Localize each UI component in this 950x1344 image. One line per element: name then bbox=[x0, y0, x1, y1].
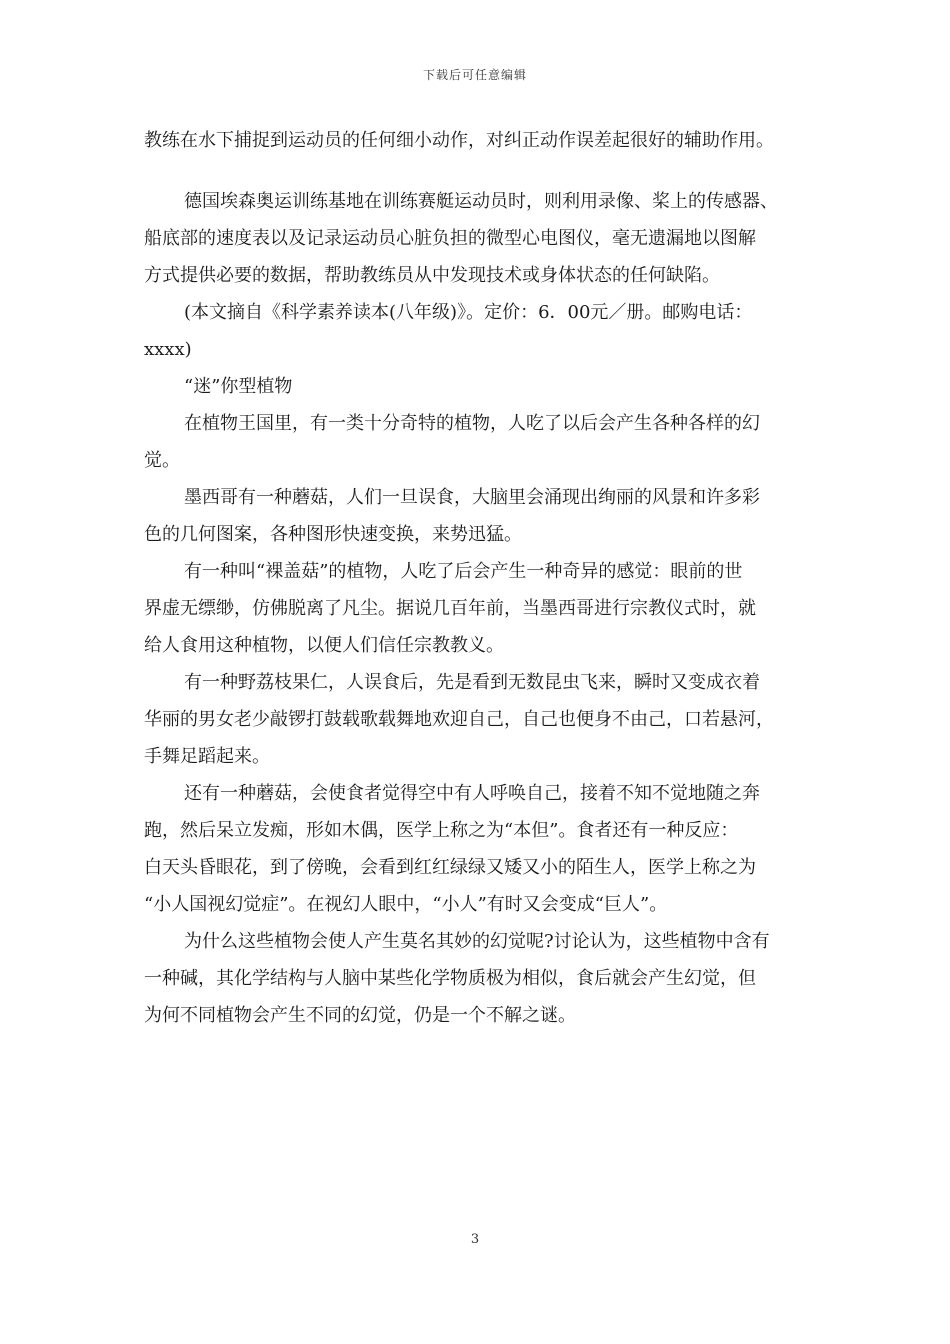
text-line: 德国埃森奥运训练基地在训练赛艇运动员时，则利用录像、桨上的传感器、 bbox=[184, 191, 778, 212]
text-line: “小人国视幻觉症”。在视幻人眼中，“小人”有时又会变成“巨人”。 bbox=[144, 894, 668, 915]
text-line: 觉。 bbox=[144, 450, 180, 471]
paragraph bbox=[144, 553, 824, 664]
paragraph bbox=[144, 664, 824, 775]
article-title bbox=[144, 368, 824, 405]
text-line: 跑，然后呆立发痴，形如木偶，医学上称之为“本但”。食者还有一种反应： bbox=[144, 820, 739, 841]
text-line: 白天头昏眼花，到了傍晚，会看到红红绿绿又矮又小的陌生人，医学上称之为 bbox=[144, 857, 756, 878]
text-line: 墨西哥有一种蘑菇，人们一旦误食，大脑里会涌现出绚丽的风景和许多彩 bbox=[184, 487, 760, 508]
paragraph bbox=[144, 479, 824, 553]
text-line: 手舞足蹈起来。 bbox=[144, 746, 270, 767]
paragraph bbox=[144, 923, 824, 1034]
text-line: 教练在水下捕捉到运动员的任何细小动作，对纠正动作误差起很好的辅助作用。 bbox=[144, 130, 774, 151]
text-line: 在植物王国里，有一类十分奇特的植物，人吃了以后会产生各种各样的幻 bbox=[184, 413, 760, 434]
document-body bbox=[144, 122, 824, 1034]
text-line: 方式提供必要的数据，帮助教练员从中发现技术或身体状态的任何缺陷。 bbox=[144, 265, 720, 286]
text-line: 色的几何图案，各种图形快速变换，来势迅猛。 bbox=[144, 524, 522, 545]
text-line: 一种碱，其化学结构与人脑中某些化学物质极为相似，食后就会产生幻觉，但 bbox=[144, 968, 756, 989]
header-note: 下载后可任意编辑 bbox=[422, 68, 527, 82]
text-line: 为何不同植物会产生不同的幻觉，仍是一个不解之谜。 bbox=[144, 1005, 576, 1026]
paragraph bbox=[144, 183, 824, 294]
text-line: 为什么这些植物会使人产生莫名其妙的幻觉呢?讨论认为，这些植物中含有 bbox=[184, 931, 770, 952]
text-line: 船底部的速度表以及记录运动员心脏负担的微型心电图仪，毫无遗漏地以图解 bbox=[144, 228, 756, 249]
title-line: “迷”你型植物 bbox=[184, 376, 293, 397]
page-number: 3 bbox=[470, 1232, 480, 1247]
text-line: 华丽的男女老少敲锣打鼓载歌载舞地欢迎自己，自己也便身不由己，口若悬河， bbox=[144, 709, 774, 730]
text-line: 有一种野荔枝果仁，人误食后，先是看到无数昆虫飞来，瞬时又变成衣着 bbox=[184, 672, 760, 693]
paragraph bbox=[144, 405, 824, 479]
citation-paragraph bbox=[144, 294, 824, 368]
paragraph-gap bbox=[144, 159, 824, 183]
text-line: (本文摘自《科学素养读本(八年级)》。定价：6．00元／册。邮购电话： bbox=[184, 302, 753, 323]
paragraph bbox=[144, 775, 824, 923]
text-line: 界虚无缥缈，仿佛脱离了凡尘。据说几百年前，当墨西哥进行宗教仪式时，就 bbox=[144, 598, 756, 619]
text-line: 给人食用这种植物，以便人们信任宗教教义。 bbox=[144, 635, 504, 656]
text-line: xxxx) bbox=[144, 339, 192, 360]
paragraph bbox=[144, 122, 824, 159]
text-line: 还有一种蘑菇，会使食者觉得空中有人呼唤自己，接着不知不觉地随之奔 bbox=[184, 783, 760, 804]
text-line: 有一种叫“裸盖菇”的植物，人吃了后会产生一种奇异的感觉：眼前的世 bbox=[184, 561, 743, 582]
